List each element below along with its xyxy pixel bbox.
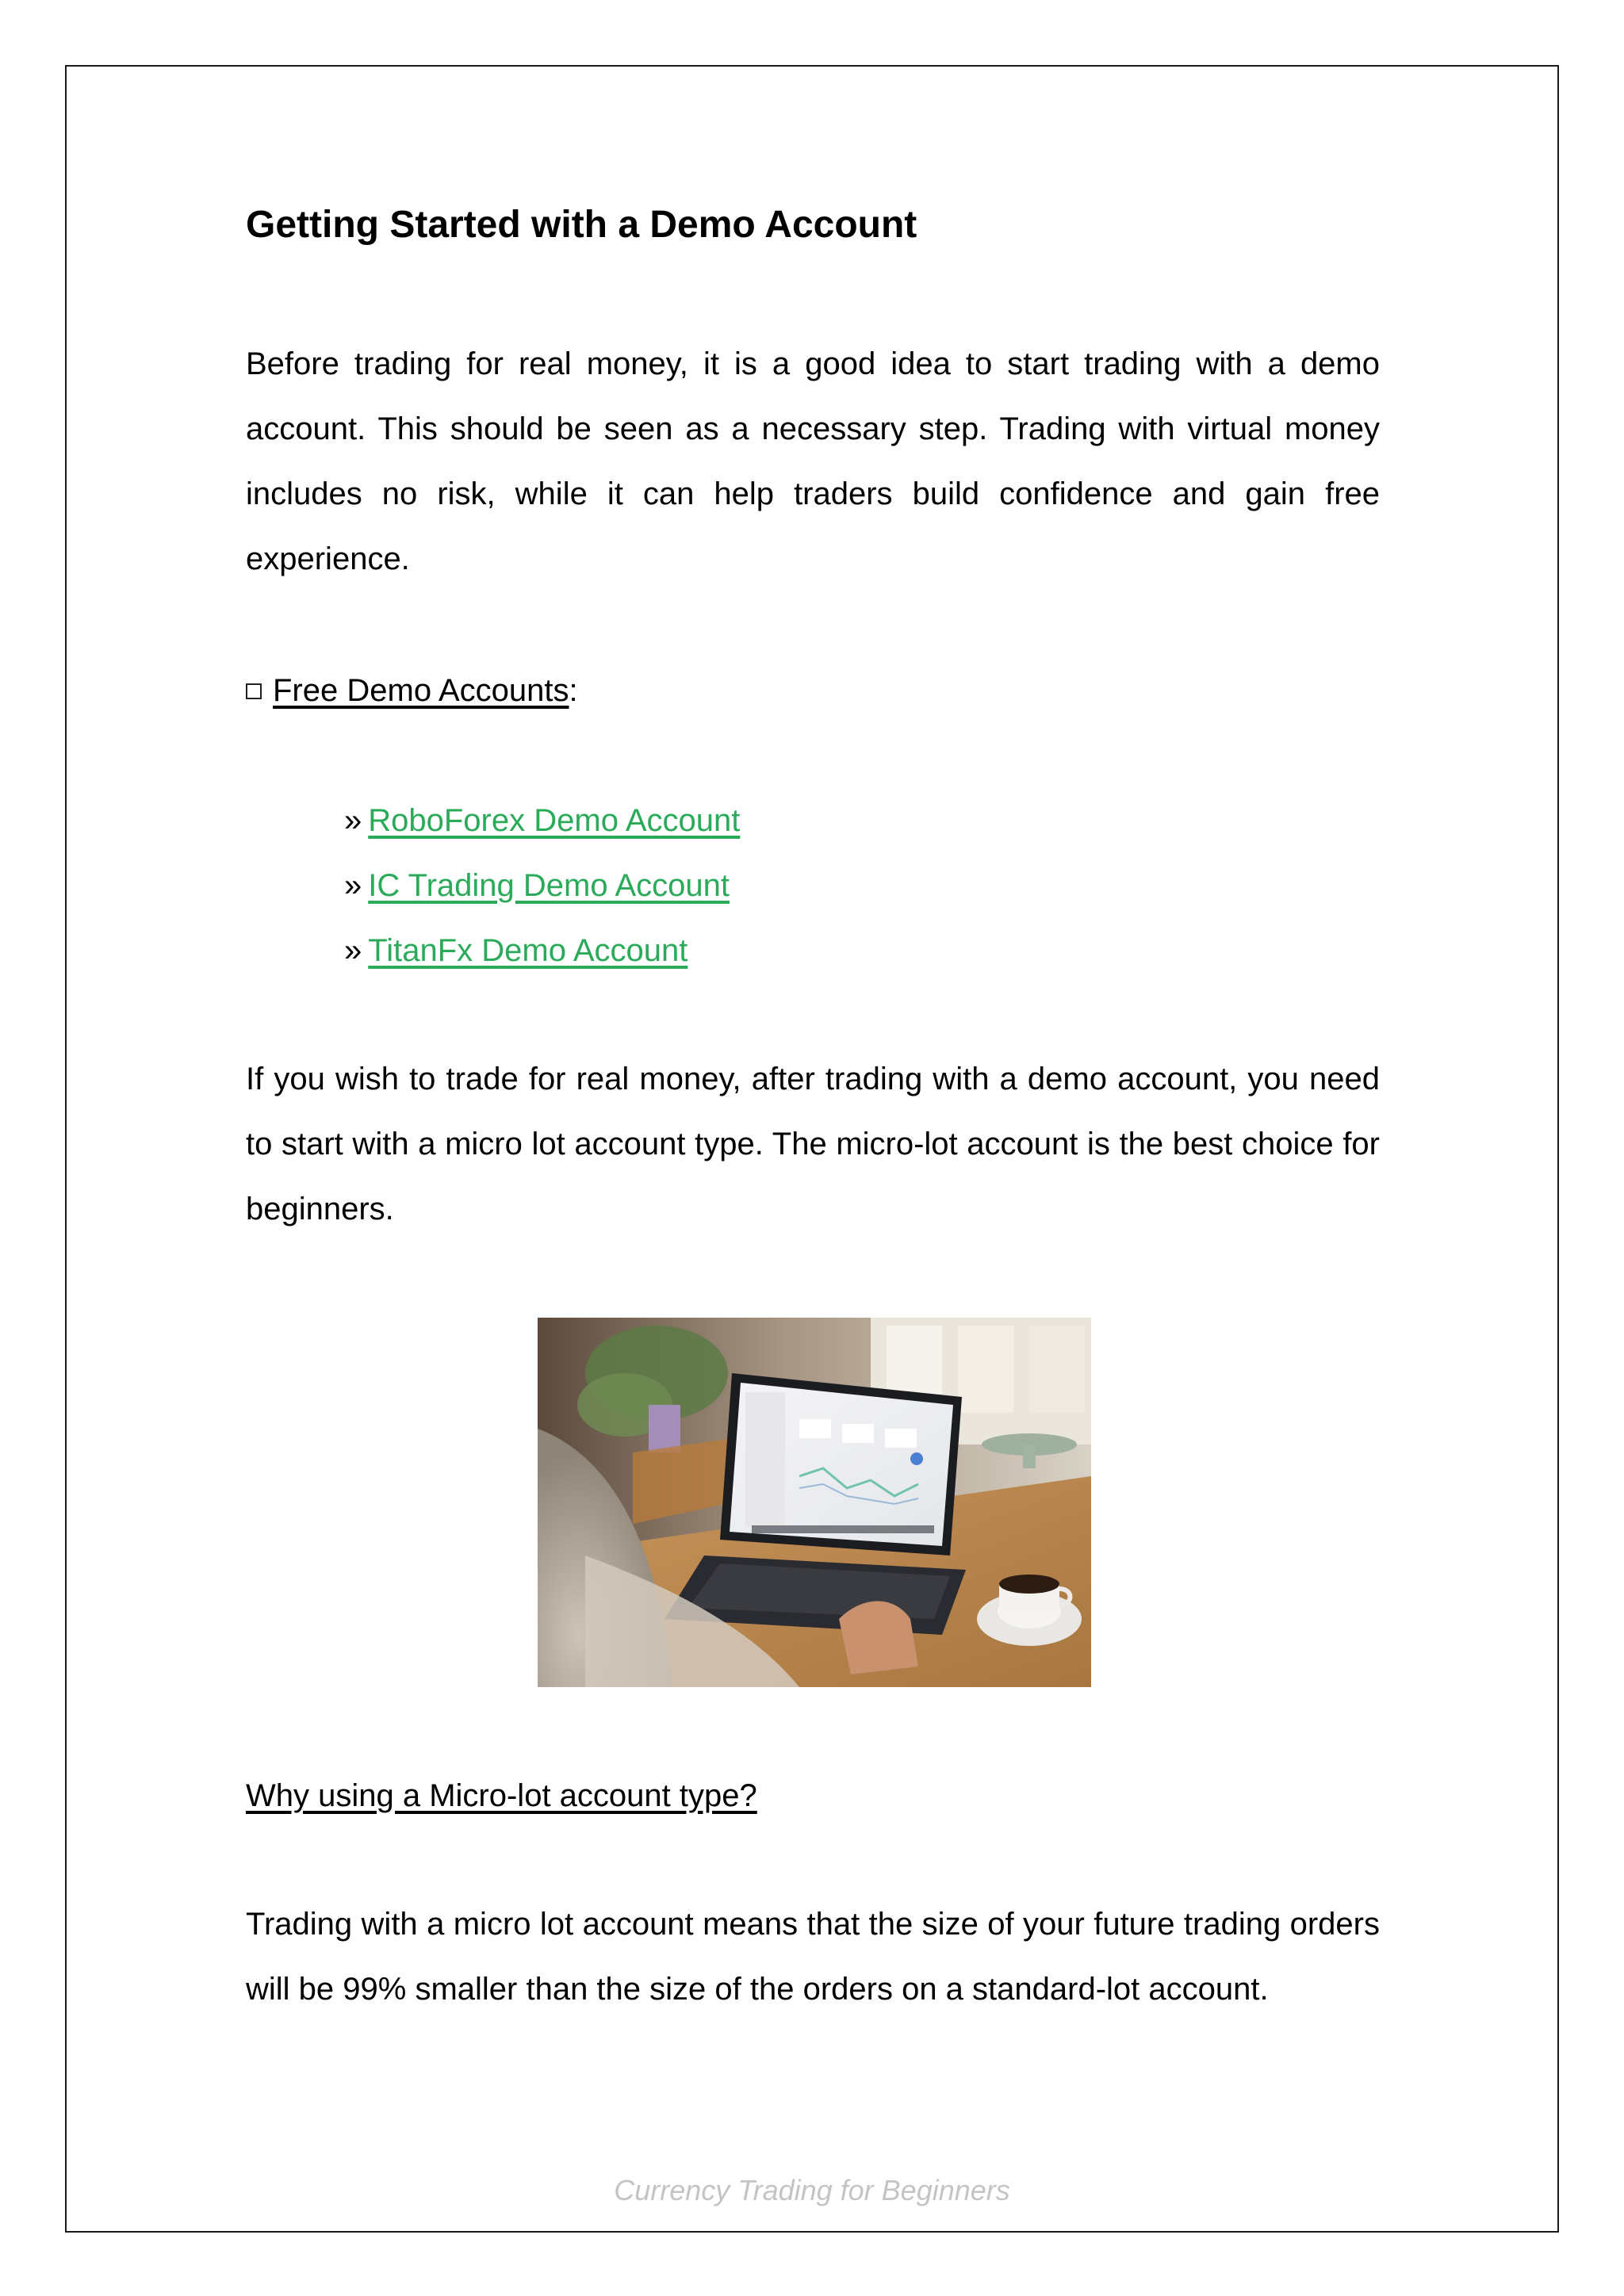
- roboforex-demo-link[interactable]: RoboForex Demo Account: [368, 803, 741, 838]
- demo-account-links: [344, 788, 740, 983]
- titanfx-demo-link[interactable]: TitanFx Demo Account: [368, 933, 688, 968]
- link-marker: »: [344, 933, 362, 968]
- link-marker: »: [344, 868, 362, 903]
- micro-lot-paragraph: If you wish to trade for real money, after trading with a demo account, you need to start with a micro lot account type. The micro-lot account is the best choice for beginners.: [246, 1062, 1380, 1226]
- page-footer: Currency Trading for Beginners: [614, 2174, 1010, 2206]
- laptop-trading-photo: [538, 1318, 1091, 1687]
- micro-lot-explanation-paragraph: Trading with a micro lot account means that the size of your future trading orders will be 99% smaller than the size of the orders on a standard-lot account.: [246, 1907, 1380, 2007]
- free-demo-accounts-heading: [246, 658, 578, 723]
- list-item: [344, 918, 740, 983]
- section-heading: Why using a Micro-lot account type?: [246, 1778, 757, 1813]
- free-demo-accounts-label: Free Demo Accounts: [273, 673, 569, 708]
- intro-paragraph: Before trading for real money, it is a good idea to start trading with a demo account. This should be seen as a necessary step. Trading with virtual money includes no risk, while it can help traders build confidence and gain free experience.: [246, 346, 1380, 576]
- checkbox-square-icon: [246, 683, 262, 699]
- page-title: Getting Started with a Demo Account: [246, 204, 917, 246]
- free-demo-colon: :: [569, 673, 578, 708]
- ic-trading-demo-link[interactable]: IC Trading Demo Account: [368, 868, 730, 903]
- list-item: [344, 853, 740, 918]
- link-marker: »: [344, 803, 362, 838]
- list-item: [344, 788, 740, 853]
